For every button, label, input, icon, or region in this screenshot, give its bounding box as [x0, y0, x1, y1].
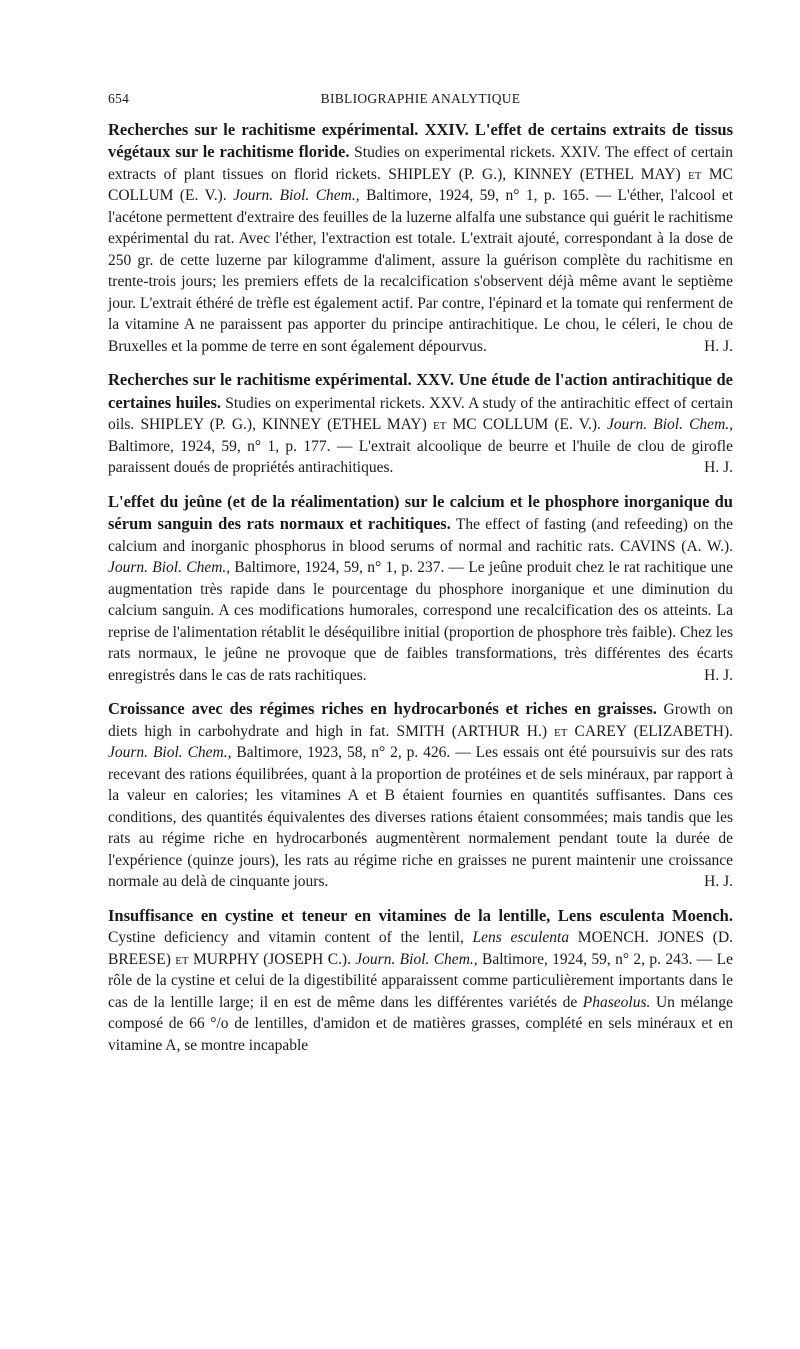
entry-english-title: Studies on experimental rickets. XXV. A study of the antirachitic effect of certain oils.	[108, 394, 733, 433]
entry-journal: Journ. Biol. Chem.,	[108, 559, 231, 576]
entry-authors: JONES (D. BREESE) et MURPHY (JOSEPH C.).	[108, 929, 734, 968]
entry-reference: Baltimore, 1924, 59, n° 2, p. 243. —	[481, 950, 713, 968]
page	[108, 88, 733, 1068]
entry-signature: H. J.	[704, 337, 733, 355]
entry-authors: SHIPLEY (P. G.), KINNEY (ETHEL MAY) et MC COLLUM (E. V.).	[140, 416, 601, 433]
entry-english-title: Growth on diets high in carbohydrate and high in fat.	[108, 701, 733, 740]
entry-journal: Journ. Biol. Chem.,	[355, 950, 478, 968]
entry-reference: Baltimore, 1924, 59, n° 1, p. 237. —	[234, 559, 465, 576]
abstract-entry	[108, 905, 733, 1057]
entry-title: Recherches sur le rachitisme expérimental. XXIV. L'effet de certains extraits de tissus végétaux sur le rachitisme floride.	[108, 119, 733, 161]
entry-body-italic: Phaseolus.	[582, 993, 651, 1011]
entry-body: L'éther, l'alcool et l'acétone permettent d'extraire des feuilles de la luzerne alfalfa une substance qui guérit le rachitisme expérimental du rat. Avec l'éther, l'extraction est totale. L'extrait ajouté, correspondant à la dose de 250 gr. de cette luzerne par kilogramme d'aliment, assure la guérison complète du rachitisme en trente-trois jours; les premiers effets de la recalcification s'observent déjà même avant le septième jour. L'extrait éthéré de trèfle est également actif. Par contre, l'épinard et la tomate qui renferment de la vitamine A ne paraissent pas apporter du principe antirachitique. Le chou, le céleri, le chou de Bruxelles et la pomme de terre en sont également dépourvus.	[108, 187, 734, 355]
entry-body-tail: Un mélange composé de 66 °/o de lentilles, d'amidon et de matières grasses, complété en sels minéraux et en vitamine A, se montre incapable	[108, 993, 734, 1054]
entry-english-title: Cystine deficiency and vitamin content of the lentil,	[108, 929, 464, 946]
running-head	[108, 88, 733, 110]
entry-body: Le jeûne produit chez le rat rachitique une augmentation très rapide dans le pourcentage du phosphore inorganique et une diminution du calcium sanguin. A ces modifications humorales, correspond une recalcification des os atteints. La reprise de l'alimentation rétablit le déséquilibre initial (proportion de phosphore très faible). Chez les rats normaux, le jeûne ne provoque que de faibles transformations, très différentes des écarts enregistrés dans le cas de rats rachitiques.	[108, 559, 734, 684]
entry-journal: Journ. Biol. Chem.,	[233, 187, 360, 204]
entry-authors: CAVINS (A. W.).	[619, 537, 733, 555]
entry-english-title: Studies on experimental rickets. XXIV. The effect of certain extracts of plant tissues on florid rickets.	[108, 144, 733, 183]
entry-signature: H. J.	[704, 666, 733, 684]
entry-signature: H. J.	[704, 873, 733, 890]
abstract-entry	[108, 119, 733, 358]
entry-title: Croissance avec des régimes riches en hydrocarbonés et riches en graisses.	[108, 699, 657, 718]
entry-journal: Journ. Biol. Chem.,	[607, 416, 734, 433]
entry-body: Le rôle de la cystine et celui de la digestibilité apparaissent comme particulièrement importants dans le cas de la lentille large; il en est de même dans les différentes variétés de	[108, 950, 734, 1011]
entry-signature: H. J.	[704, 459, 733, 476]
entry-reference: Baltimore, 1924, 59, n° 1, p. 165. —	[366, 187, 612, 204]
abstract-entry	[108, 369, 733, 479]
entry-english-title: The effect of fasting (and refeeding) on the calcium and inorganic phosphorus in blood serums of normal and rachitic rats.	[108, 516, 733, 555]
entry-title: Recherches sur le rachitisme expérimental. XXV. Une étude de l'action antirachitique de certaines huiles.	[108, 370, 733, 412]
entry-english-italic: Lens esculenta	[472, 929, 570, 946]
page-number: 654	[108, 91, 130, 106]
abstract-entry	[108, 698, 733, 893]
abstract-entry	[108, 491, 733, 687]
entry-journal: Journ. Biol. Chem.,	[108, 744, 232, 761]
entry-title: Insuffisance en cystine et teneur en vitamines de la lentille, Lens esculenta Moench.	[108, 905, 733, 925]
running-title: BIBLIOGRAPHIE ANALYTIQUE	[320, 91, 521, 106]
entry-reference: Baltimore, 1923, 58, n° 2, p. 426. —	[236, 744, 471, 761]
entry-authors: SHIPLEY (P. G.), KINNEY (ETHEL MAY) et MC COLLUM (E. V.).	[108, 165, 733, 204]
entry-title: L'effet du jeûne (et de la réalimentation) sur le calcium et le phosphore inorganique du sérum sanguin des rats normaux et rachitiques.	[108, 491, 733, 533]
entry-authors: SMITH (ARTHUR H.) et CAREY (ELIZABETH).	[396, 722, 733, 740]
entry-body: L'extrait alcoolique de beurre et l'huile de clou de girofle paraissent doués de propriétés antirachitiques.	[108, 437, 733, 476]
entry-body: Les essais ont été poursuivis sur des rats recevant des rations équilibrées, quant à la proportion de protéines et de sels minéraux, par rapport à la valeur en calories; les vitamines A et B étaient fournies en quantités suffisantes. Dans ces conditions, des quantités équivalentes des diverses rations étaient consommées; mais tandis que les rats au régime riche en hydrocarbonés augmentèrent normalement pendant toute la durée de l'expérience (quinze jours), les rats au régime riche en graisses ne purent maintenir une croissance normale au delà de cinquante jours.	[108, 744, 734, 890]
entry-english-tail: MOENCH.	[577, 929, 649, 946]
entry-reference: Baltimore, 1924, 59, n° 1, p. 177. —	[108, 437, 353, 455]
